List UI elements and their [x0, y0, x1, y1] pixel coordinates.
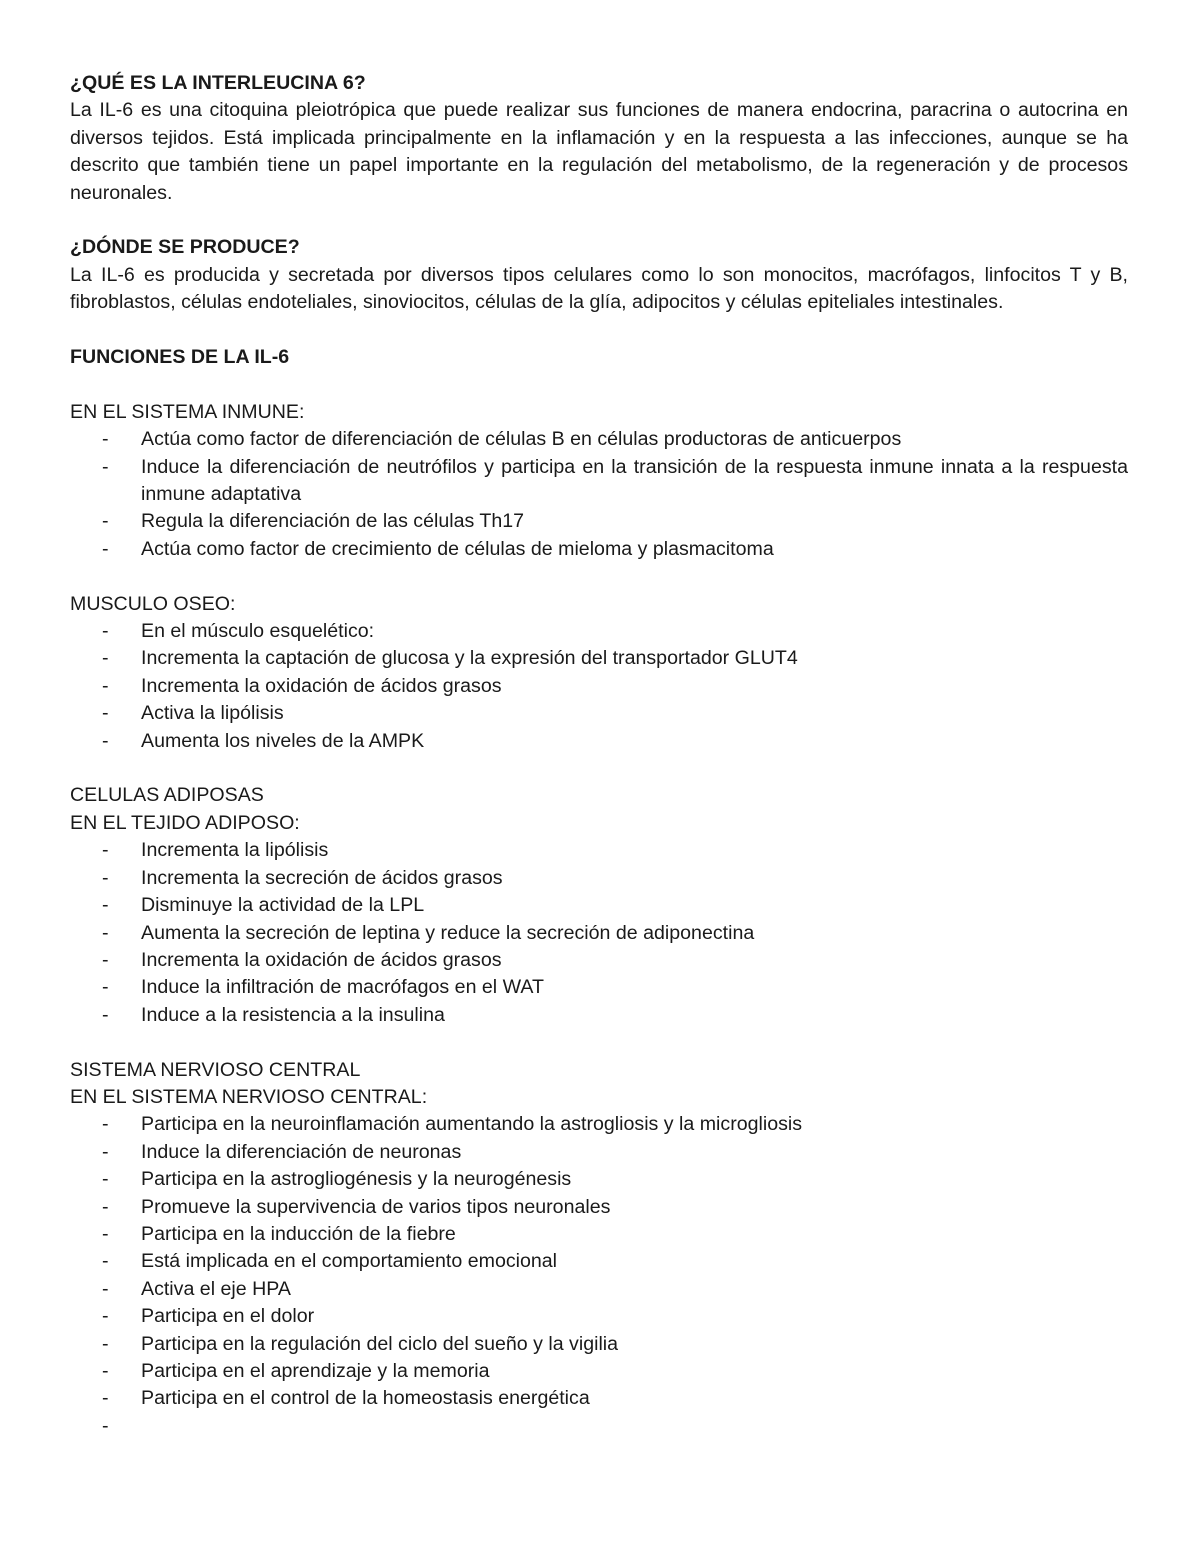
list-item-text: Induce a la resistencia a la insulina	[141, 1003, 445, 1026]
dash-bullet: -	[102, 455, 109, 478]
dash-bullet: -	[102, 1140, 109, 1163]
list-item-text: Actúa como factor de crecimiento de células de mieloma y plasmacitoma	[141, 537, 774, 560]
spacer	[70, 1029, 1128, 1056]
list-item	[70, 1413, 1128, 1440]
list-item	[70, 974, 1128, 1001]
list-item-text: Incrementa la oxidación de ácidos grasos	[141, 674, 502, 697]
paragraph-donde: La IL-6 es producida y secretada por diversos tipos celulares como lo son monocitos, macrófagos, linfocitos T y B, fibroblastos, células endoteliales, sinoviocitos, células de la glía, adipocitos y células epiteliales intestinales.	[70, 263, 1128, 314]
spacer	[70, 371, 1128, 398]
list-item-text: Incrementa la oxidación de ácidos grasos	[141, 948, 502, 971]
list-item	[70, 454, 1128, 509]
list-item-text: Participa en la inducción de la fiebre	[141, 1222, 456, 1245]
list-item-text: Participa en la neuroinflamación aumentando la astrogliosis y la microgliosis	[141, 1113, 803, 1136]
list-item-text: Aumenta la secreción de leptina y reduce la secreción de adiponectina	[141, 921, 755, 944]
list-item-text: Disminuye la actividad de la LPL	[141, 894, 425, 917]
dash-bullet: -	[102, 1305, 109, 1328]
spacer	[70, 207, 1128, 234]
subsection-label-inmune: EN EL SISTEMA INMUNE:	[70, 400, 305, 423]
list-item-text: Participa en el dolor	[141, 1305, 315, 1328]
dash-bullet: -	[102, 1003, 109, 1026]
list-item-text: Induce la diferenciación de neutrófilos y participa en la transición de la respuesta inmune innata a la respuesta inmune adaptativa	[141, 455, 1128, 506]
list-item	[70, 536, 1128, 563]
list-item	[70, 865, 1128, 892]
list-item	[70, 892, 1128, 919]
list-inmune	[70, 426, 1128, 563]
subsection-label-adiposas: CELULAS ADIPOSAS	[70, 784, 264, 807]
subsection-label-musculo: MUSCULO OSEO:	[70, 592, 236, 615]
list-item-text: Actúa como factor de diferenciación de células B en células productoras de anticuerpos	[141, 428, 902, 451]
list-item	[70, 426, 1128, 453]
dash-bullet: -	[102, 428, 109, 451]
list-item	[70, 1331, 1128, 1358]
spacer	[70, 755, 1128, 782]
dash-bullet: -	[102, 866, 109, 889]
dash-bullet: -	[102, 1250, 109, 1273]
list-item	[70, 1139, 1128, 1166]
dash-bullet: -	[102, 1414, 109, 1437]
list-item-text: Participa en el control de la homeostasis energética	[141, 1387, 590, 1410]
list-item-text: Participa en el aprendizaje y la memoria	[141, 1360, 490, 1382]
list-item-text: Está implicada en el comportamiento emocional	[141, 1250, 558, 1273]
dash-bullet: -	[102, 921, 109, 944]
list-item	[70, 1385, 1128, 1412]
section-heading-que-es: ¿QUÉ ES LA INTERLEUCINA 6?	[70, 72, 366, 94]
dash-bullet: -	[102, 1277, 109, 1300]
list-item	[70, 1166, 1128, 1193]
list-item	[70, 1221, 1128, 1248]
list-item-text: Incrementa la captación de glucosa y la expresión del transportador GLUT4	[141, 647, 798, 670]
list-item	[70, 1276, 1128, 1303]
list-item	[70, 1194, 1128, 1221]
dash-bullet: -	[102, 620, 109, 643]
dash-bullet: -	[102, 976, 109, 999]
list-item	[70, 1111, 1128, 1138]
dash-bullet: -	[102, 1113, 109, 1136]
dash-bullet: -	[102, 647, 109, 670]
spacer	[70, 563, 1128, 590]
list-item-text: Incrementa la lipólisis	[141, 839, 329, 862]
list-item-text: Activa la lipólisis	[141, 702, 284, 725]
list-item-text	[141, 1415, 146, 1437]
document-page	[70, 70, 1128, 1440]
dash-bullet: -	[102, 839, 109, 862]
list-snc	[70, 1111, 1128, 1440]
list-item	[70, 920, 1128, 947]
dash-bullet: -	[102, 510, 109, 533]
list-item	[70, 728, 1128, 755]
list-item-text: Participa en la astrogliogénesis y la neurogénesis	[141, 1168, 572, 1191]
list-item	[70, 947, 1128, 974]
dash-bullet: -	[102, 948, 109, 971]
list-item	[70, 837, 1128, 864]
section-heading-donde: ¿DÓNDE SE PRODUCE?	[70, 236, 300, 259]
list-item	[70, 618, 1128, 645]
list-item-text: Induce la infiltración de macrófagos en el WAT	[141, 976, 544, 999]
list-item-text: En el músculo esquelético:	[141, 620, 375, 643]
dash-bullet: -	[102, 1168, 109, 1191]
list-item-text: Activa el eje HPA	[141, 1277, 291, 1300]
spacer	[70, 317, 1128, 344]
list-item-text: Incrementa la secreción de ácidos grasos	[141, 866, 503, 889]
dash-bullet: -	[102, 894, 109, 917]
list-item	[70, 1358, 1128, 1385]
dash-bullet: -	[102, 702, 109, 725]
list-item	[70, 645, 1128, 672]
dash-bullet: -	[102, 729, 109, 752]
dash-bullet: -	[102, 537, 109, 560]
subsection-sublabel-snc: EN EL SISTEMA NERVIOSO CENTRAL:	[70, 1085, 428, 1108]
list-adiposas	[70, 837, 1128, 1029]
dash-bullet: -	[102, 1387, 109, 1410]
list-item-text: Regula la diferenciación de las células Th17	[141, 510, 525, 533]
list-item	[70, 1248, 1128, 1275]
subsection-label-snc: SISTEMA NERVIOSO CENTRAL	[70, 1058, 361, 1081]
section-heading-funciones: FUNCIONES DE LA IL-6	[70, 346, 290, 369]
list-item-text: Induce la diferenciación de neuronas	[141, 1140, 462, 1163]
dash-bullet: -	[102, 1332, 109, 1355]
list-item-text: Promueve la supervivencia de varios tipos neuronales	[141, 1195, 611, 1218]
list-item	[70, 673, 1128, 700]
subsection-sublabel-adiposas: EN EL TEJIDO ADIPOSO:	[70, 811, 300, 834]
list-musculo	[70, 618, 1128, 755]
list-item	[70, 700, 1128, 727]
dash-bullet: -	[102, 1222, 109, 1245]
list-item-text: Aumenta los niveles de la AMPK	[141, 729, 425, 752]
paragraph-que-es: La IL-6 es una citoquina pleiotrópica que puede realizar sus funciones de manera endocrina, paracrina o autocrina en diversos tejidos. Está implicada principalmente en la inflamación y en la respuesta a las infecciones, aunque se ha descrito que también tiene un papel importante en la regulación del metabolismo, de la regeneración y de procesos neuronales.	[70, 99, 1128, 204]
dash-bullet: -	[102, 1195, 109, 1218]
list-item	[70, 1303, 1128, 1330]
list-item-text: Participa en la regulación del ciclo del sueño y la vigilia	[141, 1332, 619, 1355]
dash-bullet: -	[102, 1360, 109, 1382]
list-item	[70, 1002, 1128, 1029]
dash-bullet: -	[102, 674, 109, 697]
list-item	[70, 508, 1128, 535]
